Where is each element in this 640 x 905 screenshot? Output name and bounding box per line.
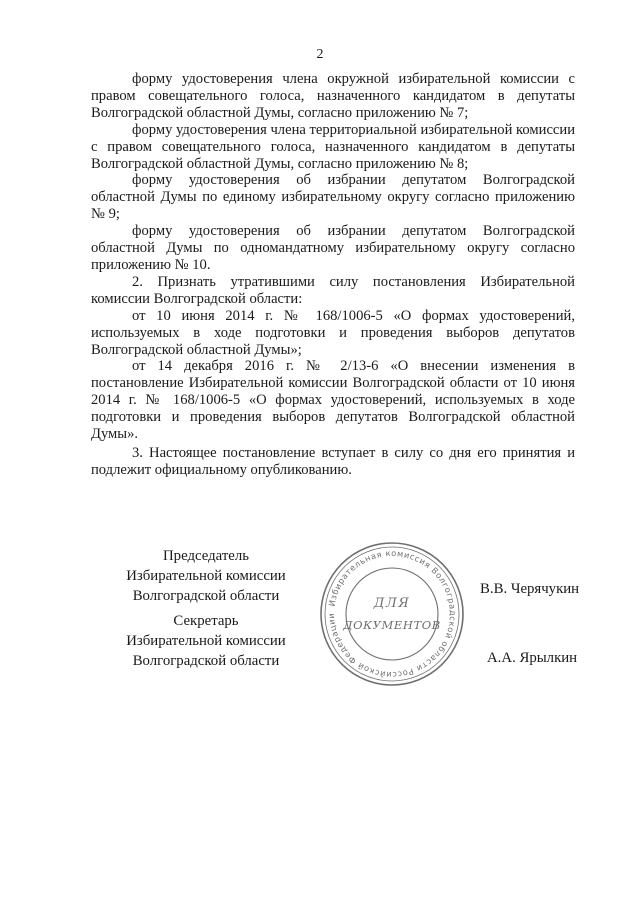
- document-body: [91, 71, 575, 479]
- paragraph-resolution-2014: от 10 июня 2014 г. № 168/1006-5 «О формах удостоверений, используемых в ходе подготовки и проведения выборов депутатов Волгоградской областной Думы»;: [91, 307, 575, 358]
- chairman-title-line: Избирательной комиссии: [126, 568, 286, 584]
- seal-outer-ring: [321, 543, 463, 685]
- paragraph-resolution-2016: от 14 декабря 2016 г. № 2/13-6 «О внесении изменения в постановление Избирательной комиссии Волгоградской области от 10 июня 2014 г. № 168/1006-5 «О формах удостоверений, используемых в ходе подготовки и проведения выборов депутатов Волгоградской областной Думы».: [91, 358, 575, 443]
- secretary-name: А.А. Ярылкин: [487, 650, 578, 666]
- seal-center-text-bottom: ДОКУМЕНТОВ: [343, 618, 441, 632]
- seal-outer-ring-thin: [325, 547, 459, 681]
- paragraph-appendix-8: форму удостоверения члена территориальной избирательной комиссии с правом совещательного голоса, назначенного кандидатом в депутаты Волгоградской областной Думы, согласно приложению № 8;: [91, 121, 576, 172]
- chairman-title: [86, 546, 326, 606]
- chairman-title-line: Председатель: [163, 548, 249, 564]
- seal-ring-text: Избирательная комиссия Волгоградской области Российской Федерации: [325, 547, 459, 681]
- secretary-title-line: Волгоградской области: [132, 653, 280, 669]
- secretary-title-line: Секретарь: [173, 613, 239, 629]
- seal-inner-ring: [346, 568, 438, 660]
- paragraph-appendix-10: форму удостоверения об избрании депутатом Волгоградской областной Думы по одномандатному избирательному округу согласно приложению № 10.: [91, 223, 575, 273]
- seal-center-text-top: ДЛЯ: [373, 596, 411, 611]
- chairman-title-line: Волгоградской области: [132, 588, 280, 604]
- official-seal: [317, 539, 467, 689]
- page-number: 2: [316, 47, 324, 62]
- paragraph-item-2: 2. Признать утратившими силу постановления Избирательной комиссии Волгоградской области:: [91, 273, 575, 307]
- paragraph-appendix-7: форму удостоверения члена окружной избирательной комиссии с правом совещательного голоса, назначенного кандидатом в депутаты Волгоградской областной Думы, согласно приложению № 7;: [91, 71, 575, 121]
- paragraph-appendix-9: форму удостоверения об избрании депутатом Волгоградской областной Думы по единому избирательному округу согласно приложению № 9;: [91, 172, 575, 223]
- paragraph-item-3: 3. Настоящее постановление вступает в силу со дня его принятия и подлежит официальному опубликованию.: [91, 444, 575, 478]
- secretary-title-line: Избирательной комиссии: [126, 633, 286, 649]
- chairman-name: В.В. Черячукин: [480, 581, 580, 597]
- secretary-title: [86, 611, 326, 671]
